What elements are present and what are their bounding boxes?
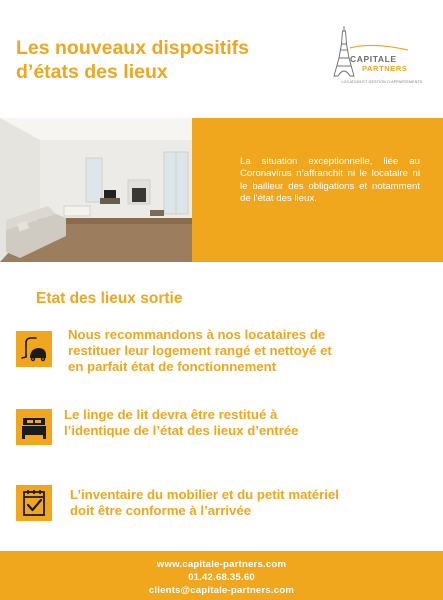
hero-text-panel xyxy=(192,118,443,262)
footer-website-link[interactable]: www.capitale-partners.com xyxy=(156,559,287,570)
footer-email-link[interactable]: clients@capitale-partners.com xyxy=(148,585,295,596)
company-logo xyxy=(328,24,432,96)
item-1-line-1: Nous recommandons à nos locataires de xyxy=(68,327,326,342)
item-3-line-2: doit être conforme à l’arrivée xyxy=(70,503,252,519)
apartment-photo xyxy=(0,118,192,262)
hero-band xyxy=(0,118,443,262)
item-text-bed-linen xyxy=(64,407,299,439)
checklist-icon xyxy=(16,485,52,521)
logo-name: CAPITALE xyxy=(350,54,397,64)
section-title: Etat des lieux sortie xyxy=(36,290,183,307)
item-text-cleaning xyxy=(68,327,332,376)
bed-icon xyxy=(16,409,52,445)
item-3-line-1: L’inventaire du mobilier et du petit matériel xyxy=(70,487,339,502)
item-1-line-2: restituer leur logement rangé et nettoyé et xyxy=(68,343,332,359)
page-title xyxy=(16,36,316,84)
footer-contact-band xyxy=(0,551,443,600)
item-2-line-1: Le linge de lit devra être restitué à xyxy=(64,407,278,422)
footer-phone[interactable]: 01.42.68.35.60 xyxy=(188,572,255,583)
page-title-line-2: d’états des lieux xyxy=(16,61,168,83)
logo-sub: PARTNERS xyxy=(362,64,408,73)
item-2-line-2: l’identique de l’état des lieux d’entrée xyxy=(64,423,299,439)
logo-tagline: LOCATION ET GESTION D’APPARTEMENTS xyxy=(341,80,423,84)
hero-text: La situation exceptionnelle, liée au Coronavirus n’affranchit ni le locataire ni le bailleur des obligations et notamment de l’état des lieux. xyxy=(240,156,420,204)
item-text-inventory xyxy=(70,487,339,519)
item-1-line-3: en parfait état de fonctionnement xyxy=(68,359,277,375)
page-title-line-1: Les nouveaux dispositifs xyxy=(16,37,249,59)
vacuum-cleaner-icon xyxy=(16,331,52,367)
